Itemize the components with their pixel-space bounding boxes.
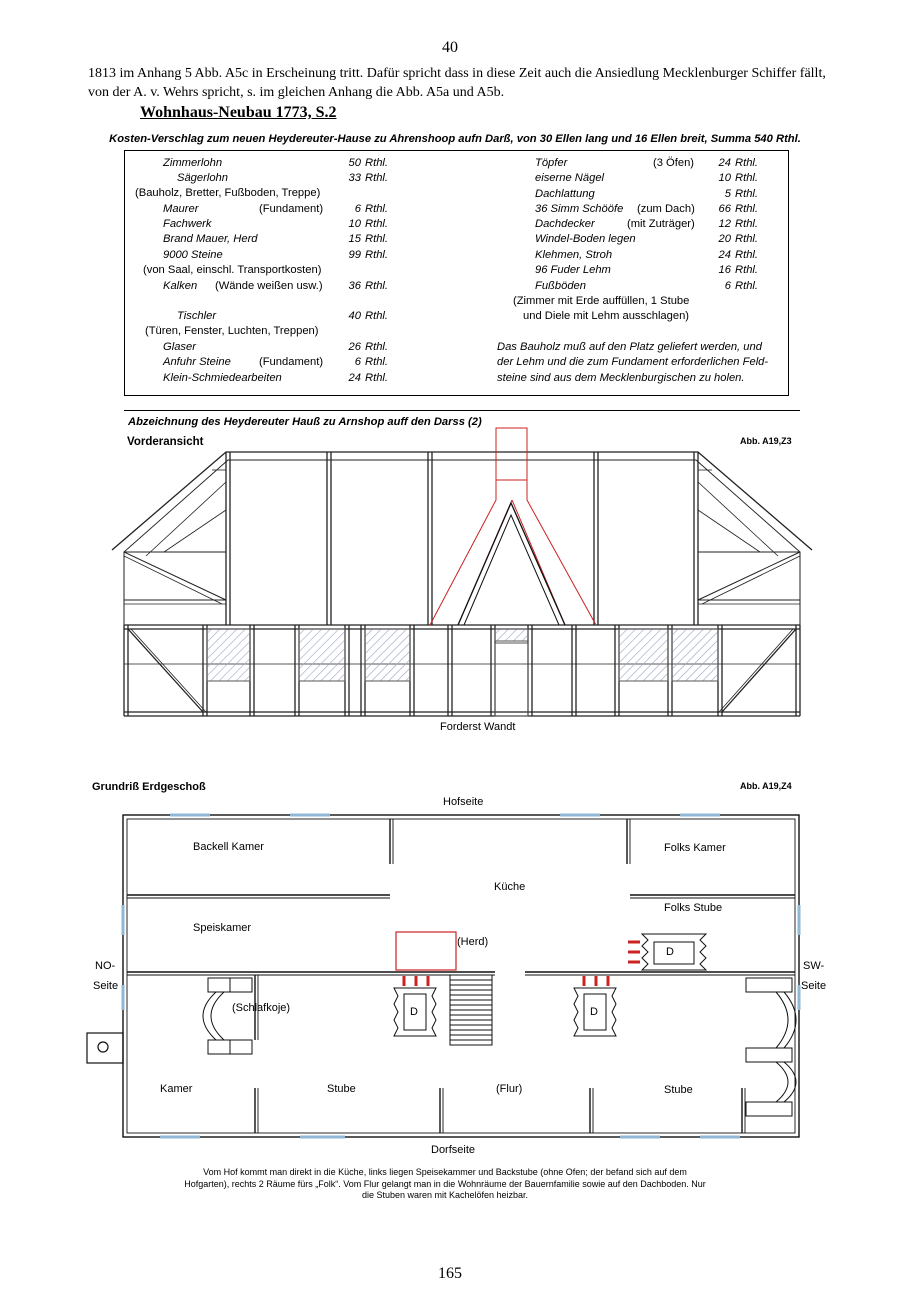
floor-plan xyxy=(123,815,799,1137)
cost-unit: Rthl. xyxy=(365,356,389,368)
room-folks-stube: Folks Stube xyxy=(664,902,723,914)
cost-label: Tischler xyxy=(177,310,217,322)
cost-unit: Rthl. xyxy=(735,203,759,215)
room-kamer: Kamer xyxy=(160,1083,193,1095)
annex xyxy=(87,1033,123,1063)
outer-wall-inner xyxy=(127,819,795,1133)
room-backell-kamer: Backell Kamer xyxy=(193,841,264,853)
cost-label: Anfuhr Steine xyxy=(163,356,231,368)
cost-amount: 16 xyxy=(718,264,731,276)
window xyxy=(299,629,345,681)
cost-label: Sägerlohn xyxy=(177,172,229,184)
cost-amount: 15 xyxy=(348,233,361,245)
cost-unit: Rthl. xyxy=(365,218,389,230)
cost-note: (Zimmer mit Erde auffüllen, 1 Stube xyxy=(513,295,690,307)
chimney-a-frame xyxy=(458,503,565,625)
room-speiskamer: Speiskamer xyxy=(193,922,252,934)
cost-note: (zum Dach) xyxy=(637,203,695,215)
elevation-subtitle: Vorderansicht xyxy=(127,436,204,448)
cost-amount: 24 xyxy=(718,157,731,169)
cost-label: Windel-Boden legen xyxy=(535,233,636,245)
cost-unit: Rthl. xyxy=(735,172,759,184)
cost-note: (Fundament) xyxy=(259,356,324,368)
cost-estimate-title: Kosten-Verschlag zum neuen Heydereuter-Hause zu Ahrenshoop aufn Darß, von 30 Ellen lang und 16 Ellen breit, Summa 540 Rthl. xyxy=(109,133,801,145)
label-sw-seite-2: Seite xyxy=(801,980,827,992)
window xyxy=(365,629,410,681)
roof-outline xyxy=(112,452,812,550)
cost-note: (mit Zuträger) xyxy=(627,218,695,230)
cost-unit: Rthl. xyxy=(365,249,389,261)
window xyxy=(672,629,718,681)
label-no-seite-2: Seite xyxy=(93,980,119,992)
window xyxy=(619,629,668,681)
cost-amount: 66 xyxy=(718,203,731,215)
stove-middle-label: D xyxy=(590,1006,598,1018)
door-transom xyxy=(495,629,528,641)
cost-amount: 10 xyxy=(718,172,731,184)
cost-unit: Rthl. xyxy=(365,372,389,384)
cost-unit: Rthl. xyxy=(365,233,389,245)
room-stube-right: Stube xyxy=(664,1084,693,1096)
cost-amount: 40 xyxy=(348,310,361,322)
cost-amount: 12 xyxy=(718,218,731,230)
cost-amount: 33 xyxy=(348,172,361,184)
sleeping-alcove-right xyxy=(746,978,796,1116)
cost-label: Brand Mauer, Herd xyxy=(163,233,258,245)
cost-label: Zimmerlohn xyxy=(163,157,223,169)
label-hofseite: Hofseite xyxy=(443,796,484,808)
cost-amount: 10 xyxy=(348,218,361,230)
cost-label: Glaser xyxy=(163,341,196,353)
cost-label: Töpfer xyxy=(535,157,568,169)
cost-unit: Rthl. xyxy=(735,249,759,261)
cost-unit: Rthl. xyxy=(365,280,389,292)
cost-label: 96 Fuder Lehm xyxy=(535,264,611,276)
label-no-seite-1: NO- xyxy=(95,960,116,972)
cost-unit: Rthl. xyxy=(365,157,389,169)
elevation-title: Abzeichnung des Heydereuter Hauß zu Arnshop auff den Darss (2) xyxy=(128,416,482,428)
room-folks-kamer: Folks Kamer xyxy=(664,842,726,854)
cost-note: (von Saal, einschl. Transportkosten) xyxy=(143,264,322,276)
cost-amount: 26 xyxy=(348,341,361,353)
cost-unit: Rthl. xyxy=(365,341,389,353)
cost-label: Kalken xyxy=(163,280,198,292)
cost-footnote: steine sind aus dem Mecklenburgischen zu holen. xyxy=(497,372,745,384)
tile-stove-right xyxy=(642,934,706,970)
cost-amount: 5 xyxy=(724,188,731,200)
stove-markers xyxy=(404,942,640,986)
cost-unit: Rthl. xyxy=(735,157,759,169)
cost-amount: 24 xyxy=(348,372,361,384)
cost-unit: Rthl. xyxy=(735,218,759,230)
cost-label: Dachdecker xyxy=(535,218,595,230)
cost-label: Dachlattung xyxy=(535,188,595,200)
cost-note: (Wände weißen usw.) xyxy=(215,280,323,292)
herd xyxy=(396,932,456,970)
cost-label: 9000 Steine xyxy=(163,249,223,261)
room-schlafkoje: (Schlafkoje) xyxy=(232,1002,291,1014)
cost-label: Klehmen, Stroh xyxy=(535,249,613,261)
cost-label: 36 Simm Schööfe xyxy=(535,203,624,215)
cost-amount: 6 xyxy=(354,356,361,368)
elevation-caption: Forderst Wandt xyxy=(440,721,516,733)
staircase xyxy=(450,975,492,1045)
cost-label: Maurer xyxy=(163,203,199,215)
cost-amount: 24 xyxy=(718,249,731,261)
cost-unit: Rthl. xyxy=(735,233,759,245)
elevation-figure-id: Abb. A19,Z3 xyxy=(740,436,792,446)
page-number-bottom: 165 xyxy=(438,1265,462,1282)
front-windows xyxy=(207,629,718,716)
floorplan-title: Grundriß Erdgeschoß xyxy=(92,781,206,793)
cost-amount: 20 xyxy=(718,233,731,245)
room-stube-left: Stube xyxy=(327,1083,356,1095)
cost-note: (Türen, Fenster, Luchten, Treppen) xyxy=(145,325,319,337)
floor-windows xyxy=(123,815,799,1137)
window xyxy=(207,629,250,681)
cost-unit: Rthl. xyxy=(735,280,759,292)
floorplan-figure-id: Abb. A19,Z4 xyxy=(740,781,792,791)
cost-label: Fachwerk xyxy=(163,218,212,230)
page-number-top: 40 xyxy=(442,39,458,56)
cost-label: eiserne Nägel xyxy=(535,172,605,184)
room-herd: (Herd) xyxy=(457,936,489,948)
cost-note: (3 Öfen) xyxy=(653,157,695,169)
stove-left-label: D xyxy=(410,1006,418,1018)
cost-note: und Diele mit Lehm ausschlagen) xyxy=(523,310,690,322)
cost-footnote: der Lehm und die zum Fundament erforderlichen Feld- xyxy=(497,356,769,368)
cost-label: Klein-Schmiedearbeiten xyxy=(163,372,282,384)
cost-note: (Fundament) xyxy=(259,203,324,215)
cost-amount: 50 xyxy=(348,157,361,169)
cost-unit: Rthl. xyxy=(735,188,759,200)
cost-unit: Rthl. xyxy=(365,172,389,184)
outer-wall xyxy=(123,815,799,1137)
cost-amount: 6 xyxy=(724,280,731,292)
room-kueche: Küche xyxy=(494,881,526,893)
label-sw-seite-1: SW- xyxy=(803,960,825,972)
room-flur: (Flur) xyxy=(496,1083,523,1095)
cost-amount: 36 xyxy=(348,280,361,292)
section-title: Wohnhaus-Neubau 1773, S.2 xyxy=(140,104,337,121)
stove-right-label: D xyxy=(666,946,674,958)
door xyxy=(495,643,528,716)
label-dorfseite: Dorfseite xyxy=(431,1144,476,1156)
cost-label: Fußböden xyxy=(535,280,586,292)
cost-unit: Rthl. xyxy=(735,264,759,276)
sleeping-alcove-left xyxy=(203,978,252,1054)
cost-unit: Rthl. xyxy=(365,203,389,215)
cost-footnote: Das Bauholz muß auf den Platz geliefert werden, und xyxy=(497,341,762,353)
floorplan-caption: Vom Hof kommt man direkt in die Küche, links liegen Speisekammer und Backstube (ohne Ofen; der befand sich auf dem Hofgarten), rechts 2 Räume fürs „Folk“. Vom Flur gelangt man in die Wohnräume der Bauernfamilie sowie auf den Dachboden. Nur die Stuben waren mit Kachelöfen heizbar. xyxy=(184,1167,706,1200)
intro-paragraph: 1813 im Anhang 5 Abb. A5c in Erscheinung tritt. Dafür spricht dass in diese Zeit auch die Ansiedlung Mecklenburger Schiffer fällt, von der A. v. Wehrs spricht, s. im gleichen Anhang die Abb. A5a und A5b. xyxy=(88,66,826,100)
chimney xyxy=(430,428,596,625)
cost-amount: 99 xyxy=(348,249,361,261)
cost-unit: Rthl. xyxy=(365,310,389,322)
cost-note: (Bauholz, Bretter, Fußboden, Treppe) xyxy=(135,187,321,199)
cost-amount: 6 xyxy=(354,203,361,215)
